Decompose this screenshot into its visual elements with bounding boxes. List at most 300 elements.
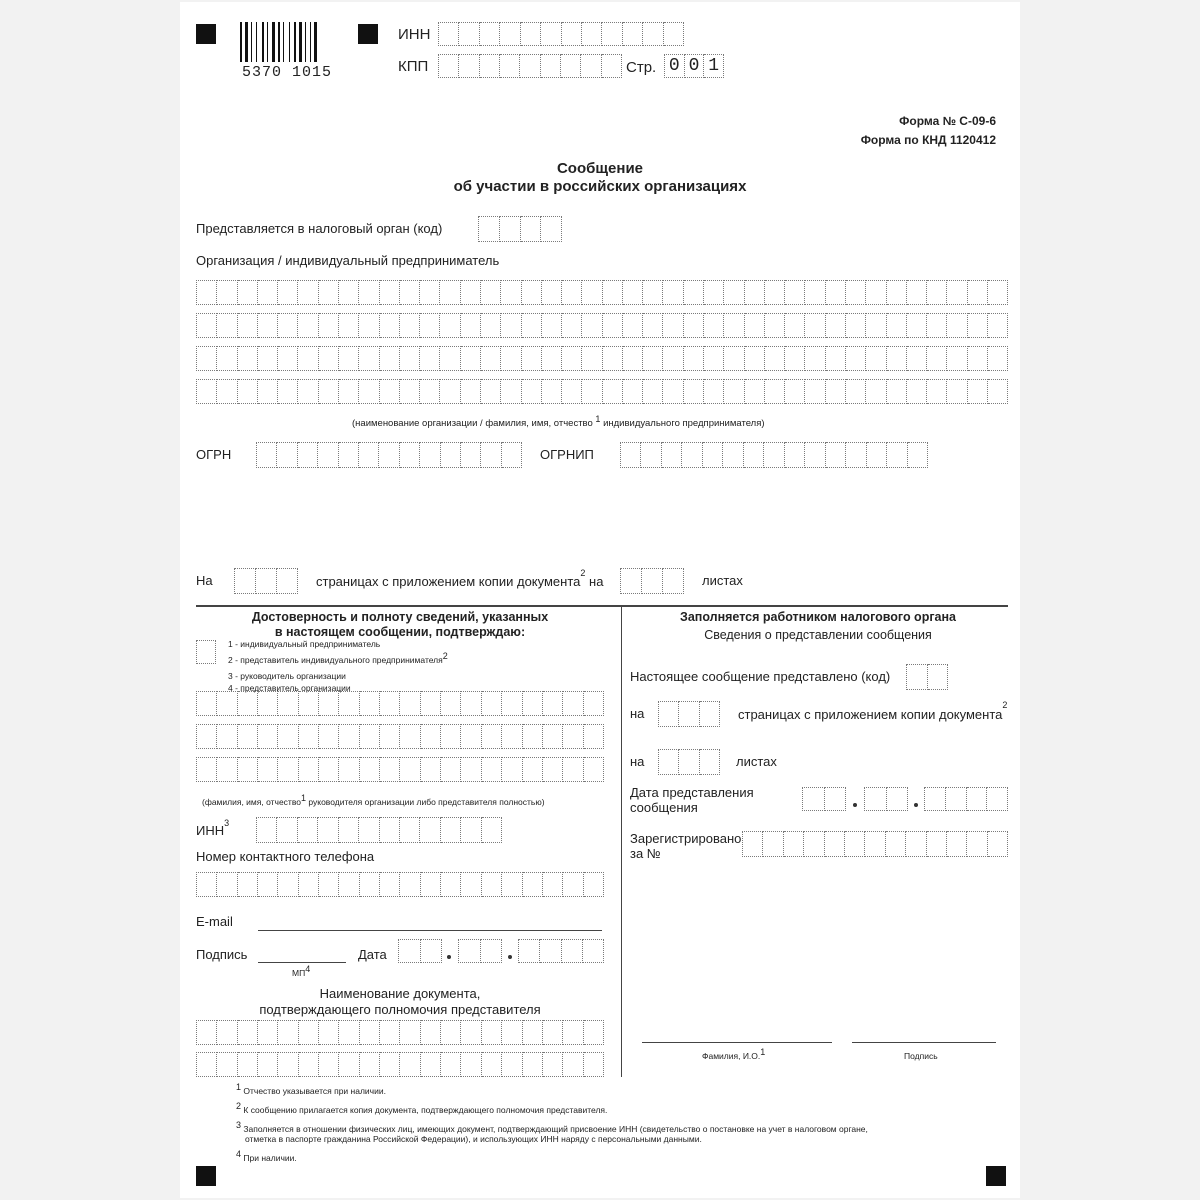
input-cell[interactable] <box>785 442 805 468</box>
input-cell[interactable] <box>319 724 339 749</box>
input-cell[interactable] <box>217 691 237 716</box>
input-cell[interactable] <box>298 280 318 305</box>
right-pages-cells[interactable] <box>658 701 720 727</box>
input-cell[interactable] <box>319 379 339 404</box>
input-cell[interactable] <box>461 691 481 716</box>
input-cell[interactable] <box>563 757 583 782</box>
input-cell[interactable] <box>543 724 563 749</box>
input-cell[interactable] <box>278 346 298 371</box>
input-cell[interactable] <box>196 379 217 404</box>
input-cell[interactable] <box>864 787 887 811</box>
input-cell[interactable] <box>700 749 720 775</box>
signer-type-cell[interactable] <box>196 640 216 664</box>
input-cell[interactable] <box>217 313 237 338</box>
input-cell[interactable] <box>480 54 500 78</box>
input-cell[interactable] <box>562 379 582 404</box>
input-cell[interactable] <box>400 313 420 338</box>
input-cell[interactable] <box>908 442 928 468</box>
input-cell[interactable] <box>482 724 502 749</box>
input-cell[interactable] <box>400 817 420 843</box>
input-cell[interactable] <box>602 22 622 46</box>
input-cell[interactable] <box>846 313 866 338</box>
input-cell[interactable] <box>522 313 542 338</box>
input-cell[interactable] <box>620 568 642 594</box>
input-cell[interactable] <box>461 757 481 782</box>
input-cell[interactable] <box>967 831 987 857</box>
input-cell[interactable] <box>805 346 825 371</box>
input-cell[interactable] <box>299 757 319 782</box>
input-cell[interactable] <box>461 817 481 843</box>
input-cell[interactable] <box>846 346 866 371</box>
input-cell[interactable] <box>278 691 298 716</box>
input-cell[interactable] <box>441 1052 461 1077</box>
input-cell[interactable] <box>298 442 318 468</box>
input-cell[interactable] <box>642 568 663 594</box>
input-cell[interactable] <box>256 442 277 468</box>
input-cell[interactable] <box>278 724 298 749</box>
input-cell[interactable] <box>420 442 440 468</box>
input-cell[interactable] <box>542 346 562 371</box>
input-cell[interactable] <box>421 691 441 716</box>
input-cell[interactable] <box>805 442 825 468</box>
date-month-cells[interactable] <box>458 939 502 963</box>
input-cell[interactable] <box>704 379 724 404</box>
input-cell[interactable] <box>359 442 379 468</box>
input-cell[interactable] <box>299 691 319 716</box>
input-cell[interactable] <box>968 379 988 404</box>
input-cell[interactable] <box>724 313 744 338</box>
input-cell[interactable] <box>339 691 359 716</box>
input-cell[interactable] <box>562 346 582 371</box>
input-cell[interactable] <box>217 1052 237 1077</box>
organization-name-row-2[interactable] <box>196 313 1008 338</box>
input-cell[interactable] <box>765 313 785 338</box>
input-cell[interactable] <box>523 691 543 716</box>
input-cell[interactable] <box>319 872 339 897</box>
input-cell[interactable] <box>643 22 663 46</box>
input-cell[interactable] <box>620 442 641 468</box>
input-cell[interactable] <box>523 872 543 897</box>
input-cell[interactable] <box>380 757 400 782</box>
input-cell[interactable] <box>826 313 846 338</box>
input-cell[interactable] <box>562 22 582 46</box>
input-cell[interactable] <box>845 831 865 857</box>
input-cell[interactable] <box>277 442 297 468</box>
input-cell[interactable] <box>765 280 785 305</box>
input-cell[interactable] <box>217 724 237 749</box>
input-cell[interactable] <box>522 280 542 305</box>
input-cell[interactable] <box>258 1052 278 1077</box>
input-cell[interactable] <box>562 313 582 338</box>
input-cell[interactable] <box>502 872 522 897</box>
input-cell[interactable] <box>866 346 886 371</box>
input-cell[interactable] <box>299 724 319 749</box>
input-cell[interactable] <box>360 1052 380 1077</box>
input-cell[interactable] <box>480 22 500 46</box>
input-cell[interactable] <box>664 22 684 46</box>
input-cell[interactable] <box>400 379 420 404</box>
input-cell[interactable] <box>319 1052 339 1077</box>
input-cell[interactable] <box>258 872 278 897</box>
input-cell[interactable] <box>988 346 1008 371</box>
input-cell[interactable] <box>421 1052 441 1077</box>
signer-inn-cells[interactable] <box>256 817 502 843</box>
input-cell[interactable] <box>765 379 785 404</box>
input-cell[interactable] <box>196 313 217 338</box>
input-cell[interactable] <box>663 280 683 305</box>
header-kpp-cells[interactable] <box>438 54 622 78</box>
input-cell[interactable] <box>927 346 947 371</box>
input-cell[interactable] <box>887 379 907 404</box>
input-cell[interactable] <box>562 280 582 305</box>
input-cell[interactable] <box>623 280 643 305</box>
input-cell[interactable] <box>258 379 278 404</box>
input-cell[interactable] <box>360 1020 380 1045</box>
input-cell[interactable] <box>339 1020 359 1045</box>
input-cell[interactable] <box>421 872 441 897</box>
input-cell[interactable] <box>582 346 602 371</box>
input-cell[interactable] <box>584 757 604 782</box>
submission-month-cells[interactable] <box>864 787 908 811</box>
input-cell[interactable] <box>339 442 359 468</box>
input-cell[interactable] <box>380 1052 400 1077</box>
organization-name-row-3[interactable] <box>196 346 1008 371</box>
ogrnip-cells[interactable] <box>620 442 928 468</box>
input-cell[interactable] <box>217 379 237 404</box>
input-cell[interactable] <box>258 724 278 749</box>
input-cell[interactable] <box>461 379 481 404</box>
officer-signature-line[interactable] <box>852 1042 996 1043</box>
input-cell[interactable] <box>745 313 765 338</box>
input-cell[interactable] <box>658 701 679 727</box>
input-cell[interactable] <box>258 346 278 371</box>
input-cell[interactable] <box>582 313 602 338</box>
input-cell[interactable] <box>826 280 846 305</box>
input-cell[interactable] <box>582 379 602 404</box>
input-cell[interactable] <box>501 313 521 338</box>
input-cell[interactable] <box>502 1052 522 1077</box>
input-cell[interactable] <box>826 379 846 404</box>
input-cell[interactable] <box>764 442 784 468</box>
input-cell[interactable] <box>459 54 479 78</box>
input-cell[interactable] <box>421 724 441 749</box>
input-cell[interactable] <box>278 313 298 338</box>
input-cell[interactable] <box>339 872 359 897</box>
input-cell[interactable] <box>256 568 277 594</box>
input-cell[interactable] <box>724 379 744 404</box>
input-cell[interactable] <box>745 379 765 404</box>
input-cell[interactable] <box>277 817 297 843</box>
input-cell[interactable] <box>541 54 561 78</box>
input-cell[interactable] <box>623 313 643 338</box>
input-cell[interactable] <box>482 1020 502 1045</box>
input-cell[interactable] <box>380 346 400 371</box>
input-cell[interactable] <box>420 313 440 338</box>
signer-name-row-2[interactable] <box>196 724 604 749</box>
input-cell[interactable] <box>421 757 441 782</box>
input-cell[interactable] <box>679 749 699 775</box>
input-cell[interactable] <box>603 379 623 404</box>
input-cell[interactable] <box>641 442 661 468</box>
input-cell[interactable] <box>482 817 502 843</box>
tax-authority-code-cells[interactable] <box>478 216 562 242</box>
input-cell[interactable] <box>196 1052 217 1077</box>
input-cell[interactable] <box>543 691 563 716</box>
input-cell[interactable] <box>623 22 643 46</box>
submission-day-cells[interactable] <box>802 787 846 811</box>
input-cell[interactable] <box>744 442 764 468</box>
input-cell[interactable] <box>461 442 481 468</box>
input-cell[interactable] <box>196 1020 217 1045</box>
input-cell[interactable] <box>684 313 704 338</box>
input-cell[interactable] <box>500 216 521 242</box>
input-cell[interactable] <box>947 313 967 338</box>
input-cell[interactable] <box>906 664 928 690</box>
input-cell[interactable] <box>458 939 481 963</box>
input-cell[interactable] <box>461 280 481 305</box>
input-cell[interactable] <box>785 379 805 404</box>
input-cell[interactable] <box>723 442 743 468</box>
input-cell[interactable] <box>887 280 907 305</box>
input-cell[interactable] <box>684 346 704 371</box>
input-cell[interactable] <box>887 442 907 468</box>
input-cell[interactable] <box>196 346 217 371</box>
input-cell[interactable] <box>258 691 278 716</box>
input-cell[interactable] <box>946 787 967 811</box>
input-cell[interactable] <box>238 872 258 897</box>
input-cell[interactable] <box>584 691 604 716</box>
input-cell[interactable] <box>400 691 420 716</box>
input-cell[interactable] <box>623 379 643 404</box>
input-cell[interactable] <box>278 872 298 897</box>
input-cell[interactable] <box>927 831 947 857</box>
input-cell[interactable] <box>643 379 663 404</box>
input-cell[interactable] <box>520 54 540 78</box>
input-cell[interactable] <box>763 831 783 857</box>
input-cell[interactable] <box>887 787 909 811</box>
input-cell[interactable] <box>196 724 217 749</box>
input-cell[interactable] <box>277 568 298 594</box>
input-cell[interactable] <box>478 216 500 242</box>
input-cell[interactable] <box>988 313 1008 338</box>
input-cell[interactable] <box>238 313 258 338</box>
input-cell[interactable] <box>339 724 359 749</box>
input-cell[interactable] <box>968 280 988 305</box>
input-cell[interactable] <box>805 280 825 305</box>
input-cell[interactable] <box>359 346 379 371</box>
input-cell[interactable] <box>584 872 604 897</box>
input-cell[interactable] <box>258 313 278 338</box>
input-cell[interactable] <box>319 691 339 716</box>
input-cell[interactable] <box>623 346 643 371</box>
input-cell[interactable] <box>258 757 278 782</box>
input-cell[interactable] <box>441 724 461 749</box>
input-cell[interactable] <box>420 346 440 371</box>
input-cell[interactable] <box>278 1052 298 1077</box>
input-cell[interactable] <box>582 280 602 305</box>
input-cell[interactable] <box>481 442 501 468</box>
input-cell[interactable] <box>400 872 420 897</box>
input-cell[interactable] <box>603 346 623 371</box>
input-cell[interactable] <box>502 757 522 782</box>
input-cell[interactable] <box>562 939 583 963</box>
input-cell[interactable] <box>461 1020 481 1045</box>
input-cell[interactable] <box>866 379 886 404</box>
input-cell[interactable] <box>804 831 824 857</box>
input-cell[interactable] <box>826 442 846 468</box>
input-cell[interactable] <box>602 54 622 78</box>
organization-name-row-4[interactable] <box>196 379 1008 404</box>
input-cell[interactable] <box>238 757 258 782</box>
right-sheets-cells[interactable] <box>658 749 720 775</box>
input-cell[interactable] <box>380 379 400 404</box>
input-cell[interactable] <box>299 1020 319 1045</box>
input-cell[interactable] <box>339 379 359 404</box>
input-cell[interactable] <box>603 280 623 305</box>
input-cell[interactable] <box>420 280 440 305</box>
input-cell[interactable] <box>928 664 949 690</box>
input-cell[interactable] <box>581 54 601 78</box>
input-cell[interactable] <box>339 313 359 338</box>
input-cell[interactable] <box>663 568 684 594</box>
input-cell[interactable] <box>278 1020 298 1045</box>
input-cell[interactable] <box>662 442 682 468</box>
input-cell[interactable] <box>658 749 679 775</box>
input-cell[interactable] <box>459 22 479 46</box>
input-cell[interactable] <box>217 872 237 897</box>
input-cell[interactable] <box>360 691 380 716</box>
input-cell[interactable] <box>440 280 460 305</box>
input-cell[interactable] <box>420 379 440 404</box>
document-name-row-1[interactable] <box>196 1020 604 1045</box>
input-cell[interactable] <box>542 280 562 305</box>
input-cell[interactable] <box>339 1052 359 1077</box>
input-cell[interactable] <box>299 1052 319 1077</box>
signer-name-row-3[interactable] <box>196 757 604 782</box>
input-cell[interactable] <box>704 313 724 338</box>
input-cell[interactable] <box>380 872 400 897</box>
input-cell[interactable] <box>461 346 481 371</box>
input-cell[interactable] <box>359 313 379 338</box>
sheets-count-cells[interactable] <box>620 568 684 594</box>
input-cell[interactable] <box>563 691 583 716</box>
input-cell[interactable] <box>825 787 847 811</box>
input-cell[interactable] <box>543 1020 563 1045</box>
input-cell[interactable] <box>441 1020 461 1045</box>
input-cell[interactable] <box>502 724 522 749</box>
input-cell[interactable] <box>196 691 217 716</box>
input-cell[interactable] <box>481 379 501 404</box>
input-cell[interactable] <box>906 831 926 857</box>
input-cell[interactable] <box>523 1052 543 1077</box>
input-cell[interactable] <box>826 346 846 371</box>
input-cell[interactable] <box>867 442 887 468</box>
input-cell[interactable] <box>501 346 521 371</box>
input-cell[interactable] <box>481 280 501 305</box>
input-cell[interactable] <box>298 817 318 843</box>
input-cell[interactable] <box>987 787 1008 811</box>
input-cell[interactable] <box>339 280 359 305</box>
input-cell[interactable] <box>988 280 1008 305</box>
input-cell[interactable] <box>258 1020 278 1045</box>
input-cell[interactable] <box>298 313 318 338</box>
input-cell[interactable] <box>704 280 724 305</box>
input-cell[interactable] <box>360 872 380 897</box>
input-cell[interactable] <box>603 313 623 338</box>
input-cell[interactable] <box>682 442 702 468</box>
input-cell[interactable] <box>745 346 765 371</box>
input-cell[interactable] <box>927 379 947 404</box>
input-cell[interactable] <box>238 1052 258 1077</box>
input-cell[interactable] <box>643 313 663 338</box>
input-cell[interactable] <box>886 831 906 857</box>
input-cell[interactable] <box>907 346 927 371</box>
header-inn-cells[interactable] <box>438 22 684 46</box>
input-cell[interactable] <box>563 724 583 749</box>
input-cell[interactable] <box>400 280 420 305</box>
input-cell[interactable] <box>217 1020 237 1045</box>
input-cell[interactable] <box>502 691 522 716</box>
input-cell[interactable] <box>643 346 663 371</box>
input-cell[interactable] <box>234 568 256 594</box>
input-cell[interactable] <box>318 817 338 843</box>
input-cell[interactable] <box>907 280 927 305</box>
input-cell[interactable] <box>196 280 217 305</box>
input-cell[interactable] <box>319 280 339 305</box>
input-cell[interactable] <box>238 379 258 404</box>
input-cell[interactable] <box>988 379 1008 404</box>
input-cell[interactable] <box>582 22 602 46</box>
input-cell[interactable] <box>927 280 947 305</box>
input-cell[interactable] <box>319 346 339 371</box>
input-cell[interactable] <box>785 280 805 305</box>
input-cell[interactable] <box>482 872 502 897</box>
input-cell[interactable] <box>784 831 804 857</box>
input-cell[interactable] <box>380 817 400 843</box>
input-cell[interactable] <box>380 280 400 305</box>
organization-name-row-1[interactable] <box>196 280 1008 305</box>
input-cell[interactable] <box>684 379 704 404</box>
input-cell[interactable] <box>663 346 683 371</box>
input-cell[interactable] <box>846 442 866 468</box>
input-cell[interactable] <box>523 757 543 782</box>
input-cell[interactable] <box>482 691 502 716</box>
input-cell[interactable] <box>438 54 459 78</box>
input-cell[interactable] <box>521 22 541 46</box>
input-cell[interactable] <box>887 313 907 338</box>
input-cell[interactable] <box>360 757 380 782</box>
ogrn-cells[interactable] <box>256 442 522 468</box>
input-cell[interactable] <box>584 1020 604 1045</box>
input-cell[interactable] <box>196 640 216 664</box>
input-cell[interactable] <box>196 757 217 782</box>
input-cell[interactable] <box>805 379 825 404</box>
input-cell[interactable] <box>380 724 400 749</box>
input-cell[interactable] <box>441 817 461 843</box>
input-cell[interactable] <box>217 280 237 305</box>
input-cell[interactable] <box>238 691 258 716</box>
input-cell[interactable] <box>299 872 319 897</box>
input-cell[interactable] <box>380 313 400 338</box>
input-cell[interactable] <box>543 872 563 897</box>
input-cell[interactable] <box>523 724 543 749</box>
input-cell[interactable] <box>907 313 927 338</box>
input-cell[interactable] <box>461 1052 481 1077</box>
email-field[interactable] <box>258 930 602 931</box>
input-cell[interactable] <box>500 54 520 78</box>
input-cell[interactable] <box>501 379 521 404</box>
input-cell[interactable] <box>400 442 420 468</box>
